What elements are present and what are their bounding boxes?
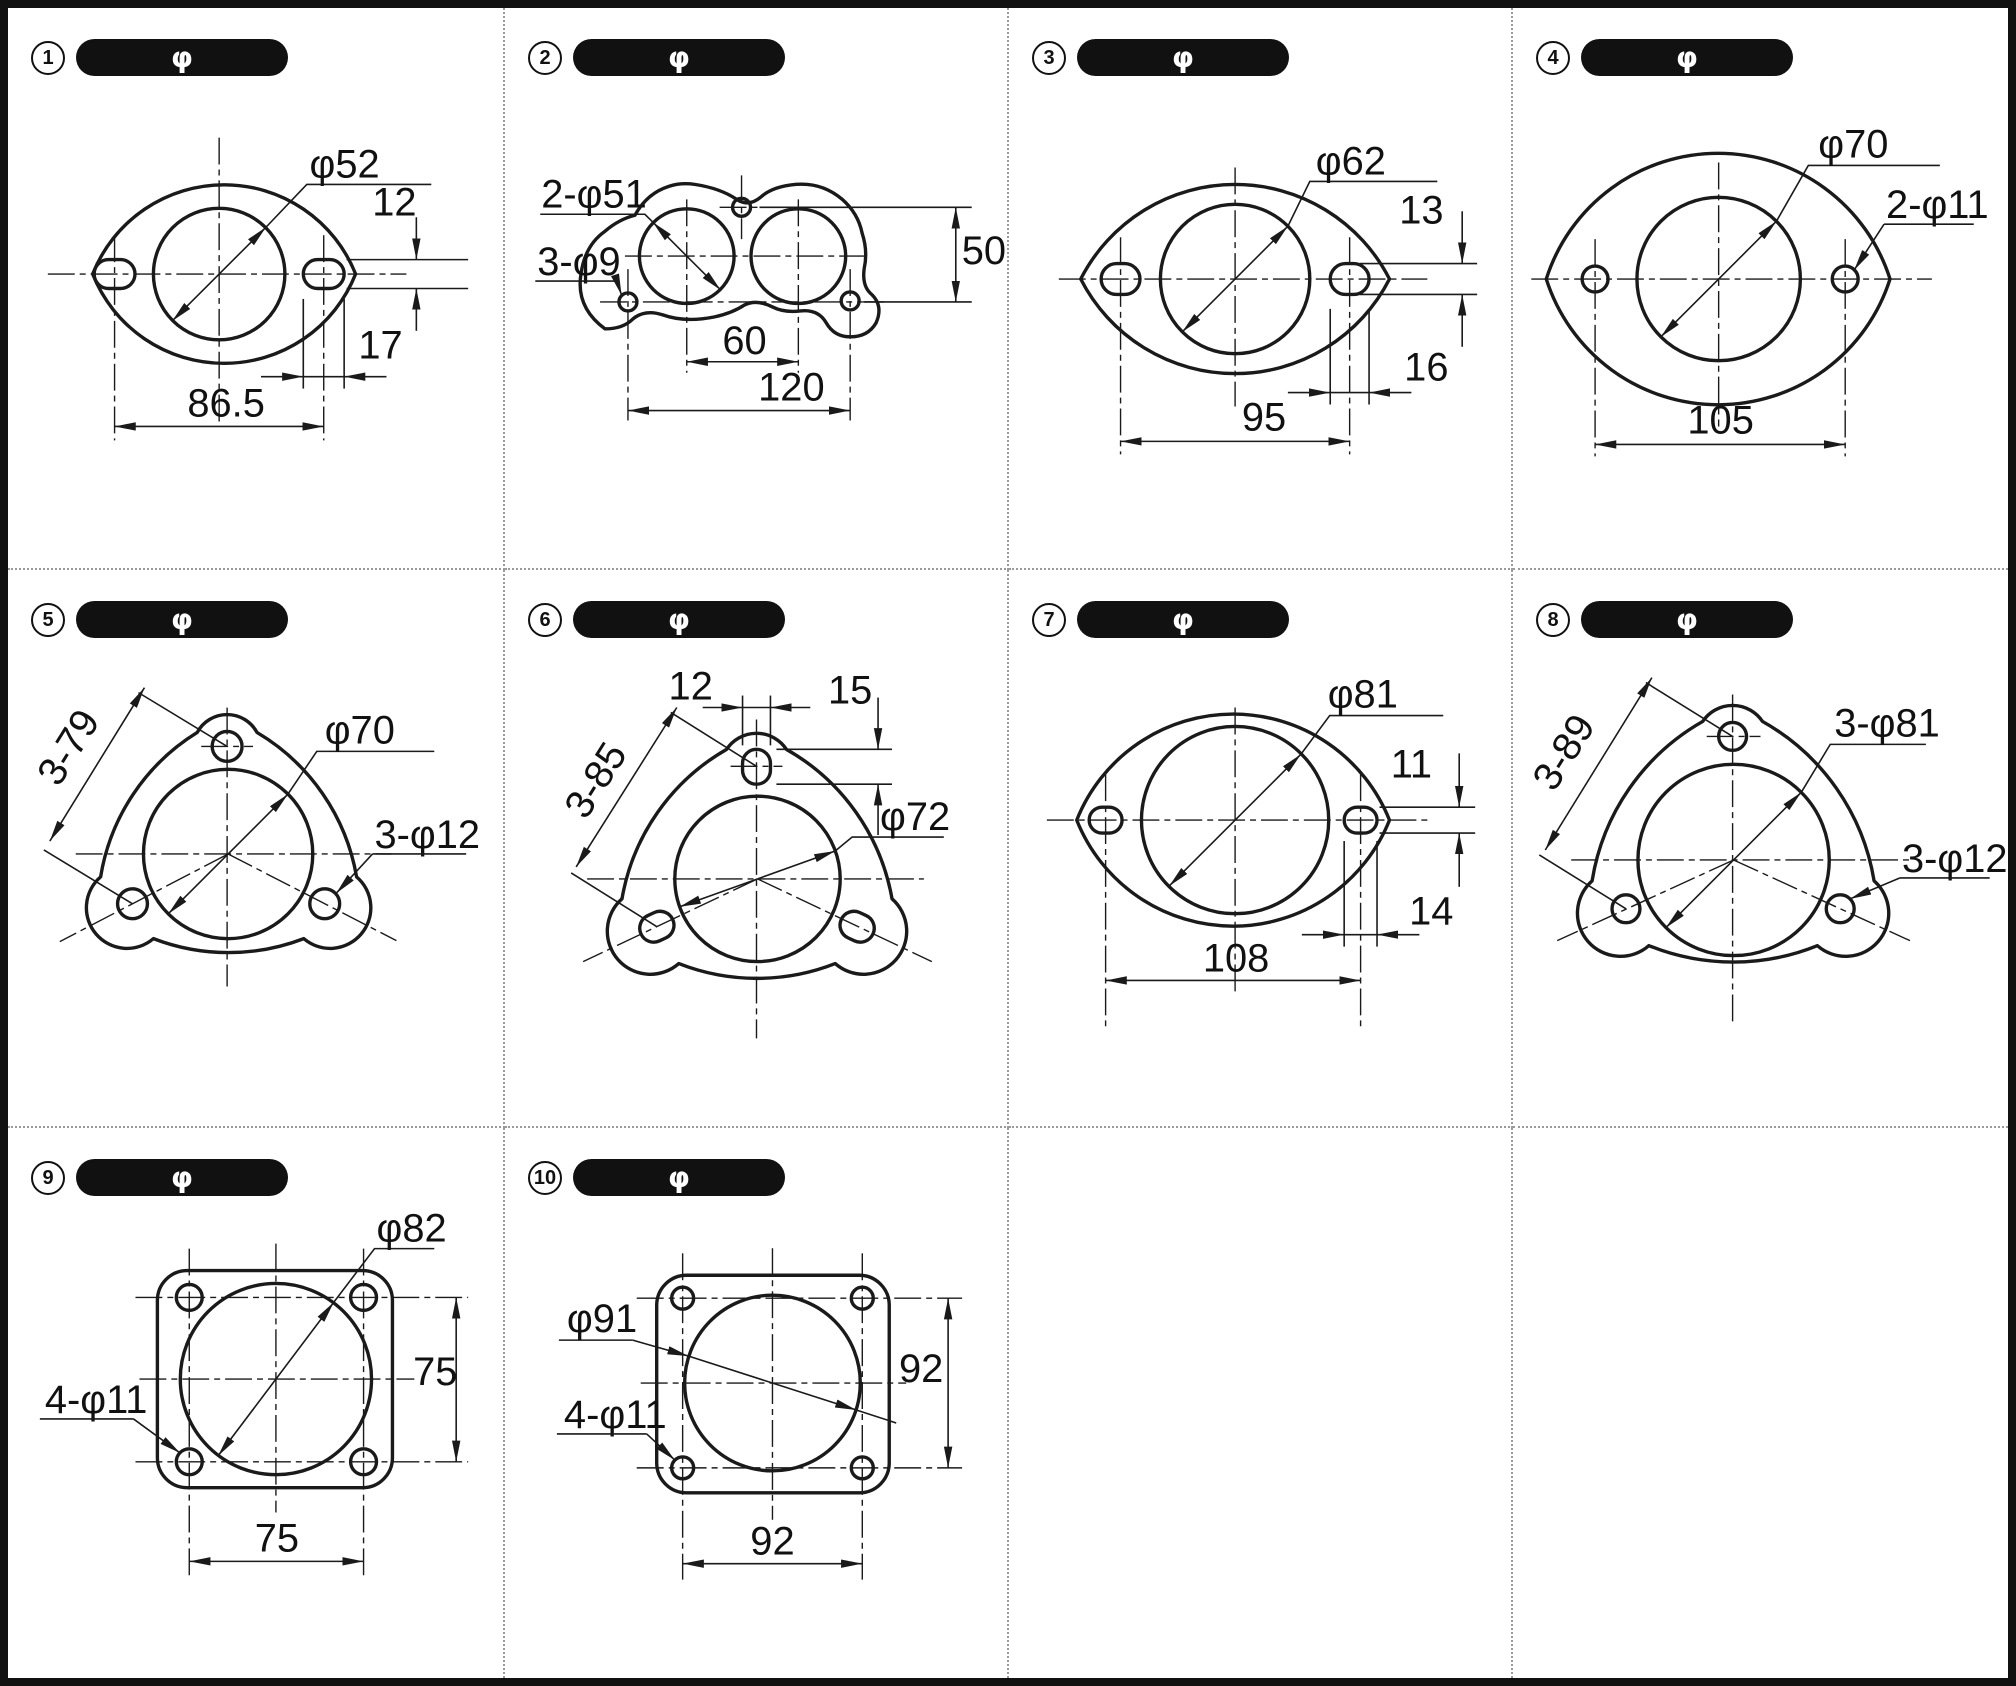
- bore-label: φ62: [1315, 139, 1386, 184]
- bore-label: φ72: [880, 795, 951, 840]
- span-label: 120: [758, 365, 825, 410]
- slot-length-label: 15: [827, 668, 873, 713]
- slot-height-label: 13: [1399, 188, 1444, 233]
- pitch-label: 3-85: [556, 734, 636, 826]
- panel-4: [1513, 8, 2008, 570]
- panel-5: [8, 570, 505, 1128]
- item-number-badge: 4: [1536, 41, 1570, 75]
- item-number-badge: 5: [31, 603, 65, 637]
- bolt-span-label: 95: [1241, 395, 1287, 440]
- panel-2: [505, 8, 1009, 570]
- dimensions: [1524, 678, 2007, 928]
- flange-drawing-3: [1009, 8, 1511, 568]
- slot-length-label: 17: [358, 323, 403, 368]
- bore-label: 2-φ51: [541, 172, 647, 217]
- pitch-label: 3-79: [28, 702, 109, 793]
- slot-length-label: 14: [1409, 889, 1454, 934]
- dimensions: [1595, 122, 1989, 444]
- panel-empty-11: [1009, 1128, 1513, 1678]
- flange-drawing-9: [8, 1128, 503, 1678]
- pitch-label: 60: [722, 318, 767, 363]
- part-name-pill: [573, 39, 785, 76]
- part-name-pill: [76, 1159, 288, 1196]
- pill-phi-label: φ: [1676, 41, 1698, 74]
- item-number-badge: 9: [31, 1161, 65, 1195]
- flange-drawing-2: [505, 8, 1007, 568]
- bolt-span-label: 108: [1202, 936, 1270, 981]
- flange-drawing-1: [8, 8, 503, 568]
- span-v-label: 92: [898, 1347, 944, 1392]
- pill-phi-label: φ: [1172, 41, 1194, 74]
- item-number-badge: 3: [1032, 41, 1066, 75]
- span-h-label: 92: [750, 1519, 795, 1564]
- bore-label: φ81: [1327, 672, 1398, 717]
- panel-8: [1513, 570, 2008, 1128]
- part-name-pill: [76, 39, 288, 76]
- part-name-pill: [1077, 601, 1289, 638]
- dimensions: [40, 1207, 458, 1562]
- part-name-pill: [1581, 601, 1793, 638]
- holes-label: 3-φ9: [537, 240, 621, 285]
- pill-phi-label: φ: [171, 1161, 193, 1194]
- holes-label: 3-φ12: [1901, 836, 2008, 881]
- flange-drawing-4: [1513, 8, 2008, 568]
- item-number-badge: 1: [31, 41, 65, 75]
- slot-length-label: 16: [1404, 345, 1449, 390]
- panel-6: [505, 570, 1009, 1128]
- flange-drawing-8: [1513, 570, 2008, 1126]
- bore-label: φ52: [309, 142, 380, 187]
- part-name-pill: [1077, 39, 1289, 76]
- pill-phi-label: φ: [668, 41, 690, 74]
- bolt-span-label: 86.5: [187, 381, 265, 426]
- dimensions: [1121, 139, 1478, 441]
- part-name-pill: [1581, 39, 1793, 76]
- pill-phi-label: φ: [668, 1161, 690, 1194]
- part-name-pill: [76, 601, 288, 638]
- dimensions: [535, 172, 1006, 410]
- item-number-badge: 8: [1536, 603, 1570, 637]
- span-h-label: 75: [254, 1516, 300, 1561]
- bore-label: φ70: [324, 708, 395, 753]
- panel-9: [8, 1128, 505, 1678]
- pill-phi-label: φ: [1172, 603, 1194, 636]
- centerlines: [637, 1248, 962, 1579]
- part-name-pill: [573, 1159, 785, 1196]
- holes-label: 4-φ11: [44, 1377, 148, 1422]
- item-number-badge: 7: [1032, 603, 1066, 637]
- pill-phi-label: φ: [171, 603, 193, 636]
- holes-label: 3-φ12: [374, 813, 481, 857]
- pitch-label: 3-89: [1524, 706, 1604, 798]
- bolt-span-label: 105: [1687, 398, 1754, 443]
- item-number-badge: 10: [528, 1161, 562, 1195]
- pill-phi-label: φ: [668, 603, 690, 636]
- slot-height-label: 12: [372, 180, 417, 225]
- bore-label: φ82: [376, 1206, 447, 1251]
- flange-drawing-10: [505, 1128, 1007, 1678]
- flange-grid: [8, 8, 2008, 1678]
- part-name-pill: [573, 601, 785, 638]
- panel-empty-12: [1513, 1128, 2008, 1678]
- flange-drawing-7: [1009, 570, 1511, 1126]
- item-number-badge: 2: [528, 41, 562, 75]
- holes-label: 2-φ11: [1886, 183, 1989, 228]
- panel-3: [1009, 8, 1513, 570]
- slot-width-label: 12: [668, 664, 713, 709]
- pill-phi-label: φ: [1676, 603, 1698, 636]
- panel-10: [505, 1128, 1009, 1678]
- bore-label: φ70: [1818, 122, 1889, 167]
- pill-phi-label: φ: [171, 41, 193, 74]
- span-v-label: 75: [413, 1350, 458, 1395]
- holes-label: 4-φ11: [563, 1392, 667, 1437]
- height-label: 50: [961, 229, 1007, 274]
- slot-height-label: 11: [1390, 742, 1433, 787]
- flange-drawing-5: [8, 570, 503, 1126]
- dimensions: [1106, 673, 1476, 981]
- flange-drawing-6: [505, 570, 1007, 1126]
- panel-7: [1009, 570, 1513, 1128]
- dimensions: [115, 142, 469, 426]
- item-number-badge: 6: [528, 603, 562, 637]
- bore-label: 3-φ81: [1834, 701, 1940, 746]
- bore-label: φ91: [566, 1297, 638, 1342]
- panel-1: [8, 8, 505, 570]
